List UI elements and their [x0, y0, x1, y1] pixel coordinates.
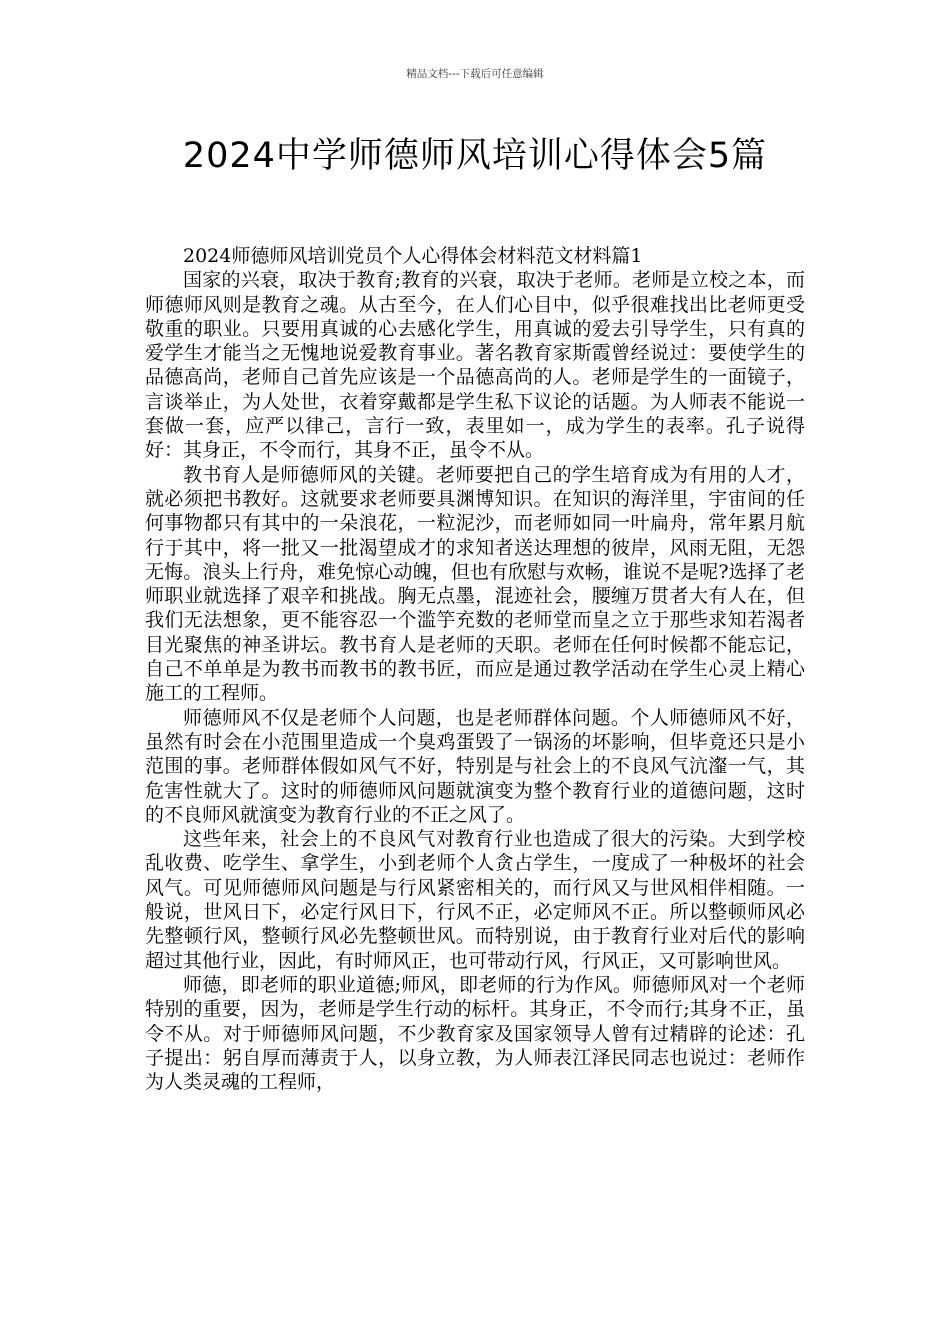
paragraph: 这些年来，社会上的不良风气对教育行业也造成了很大的污染。大到学校乱收费、吃学生、拿学生，小到老师个人贪占学生，一度成了一种极坏的社会风气。可见师德师风问题是与行风紧密相关的，而行风又与世风相伴相随。一般说，世风日下，必定行风日下，行风不正，必定师风不正。所以整顿师风必先整顿行风，整顿行风必先整顿世风。而特别说，由于教育行业对后代的影响超过其他行业，因此，有时师风正，也可带动行风，行风正，又可影响世风。 — [145, 828, 805, 972]
page-header-note: 精品文档---下载后可任意编辑 — [406, 68, 544, 80]
paragraph: 师德，即老师的职业道德;师风，即老师的行为作风。师德师风对一个老师特别的重要，因为，老师是学生行动的标杆。其身正，不令而行;其身不正，虽令不从。对于师德师风问题，不少教育家及国家领导人曾有过精辟的论述：孔子提出：躬自厚而薄责于人，以身立教，为人师表江泽民同志也说过：老师作为人类灵魂的工程师， — [145, 973, 805, 1094]
section-heading: 2024师德师风培训党员个人心得体会材料范文材料篇1 — [183, 245, 643, 267]
document-body — [145, 244, 805, 1094]
document-title: 2024中学师德师风培训心得体会5篇 — [182, 136, 768, 176]
paragraph: 师德师风不仅是老师个人问题，也是老师群体问题。个人师德师风不好，虽然有时会在小范围里造成一个臭鸡蛋毁了一锅汤的坏影响，但毕竟还只是小范围的事。老师群体假如风气不好，特别是与社会上的不良风气沆瀣一气，其危害性就大了。这时的师德师风问题就演变为整个教育行业的道德问题，这时的不良师风就演变为教育行业的不正之风了。 — [145, 706, 805, 826]
paragraph: 国家的兴衰，取决于教育;教育的兴衰，取决于老师。老师是立校之本，而师德师风则是教育之魂。从古至今，在人们心目中，似乎很难找出比老师更受敬重的职业。只要用真诚的心去感化学生，用真诚的爱去引导学生，只有真的爱学生才能当之无愧地说爱教育事业。著名教育家斯霞曾经说过：要使学生的品德高尚，老师自己首先应该是一个品德高尚的人。老师是学生的一面镜子，言谈举止，为人处世，衣着穿戴都是学生私下议论的话题。为人师表不能说一套做一套，应严以律己，言行一致，表里如一，成为学生的表率。孔子说得好：其身正，不令而行，其身不正，虽令不从。 — [145, 269, 805, 462]
paragraph: 教书育人是师德师风的关键。老师要把自己的学生培育成为有用的人才，就必须把书教好。这就要求老师要具渊博知识。在知识的海洋里，宇宙间的任何事物都只有其中的一朵浪花，一粒泥沙，而老师如同一叶扁舟，常年累月航行于其中，将一批又一批渴望成才的求知者送达理想的彼岸，风雨无阻，无怨无悔。浪头上行舟，难免惊心动魄，但也有欣慰与欢畅，谁说不是呢?选择了老师职业就选择了艰辛和挑战。胸无点墨，混迹社会，腰缠万贯者大有人在，但我们无法想象，更不能容忍一个滥竽充数的老师堂而皇之立于那些求知若渴者目光聚焦的神圣讲坛。教书育人是老师的天职。老师在任何时候都不能忘记，自己不单单是为教书而教书的教书匠，而应是通过教学活动在学生心灵上精心施工的工程师。 — [145, 463, 805, 705]
